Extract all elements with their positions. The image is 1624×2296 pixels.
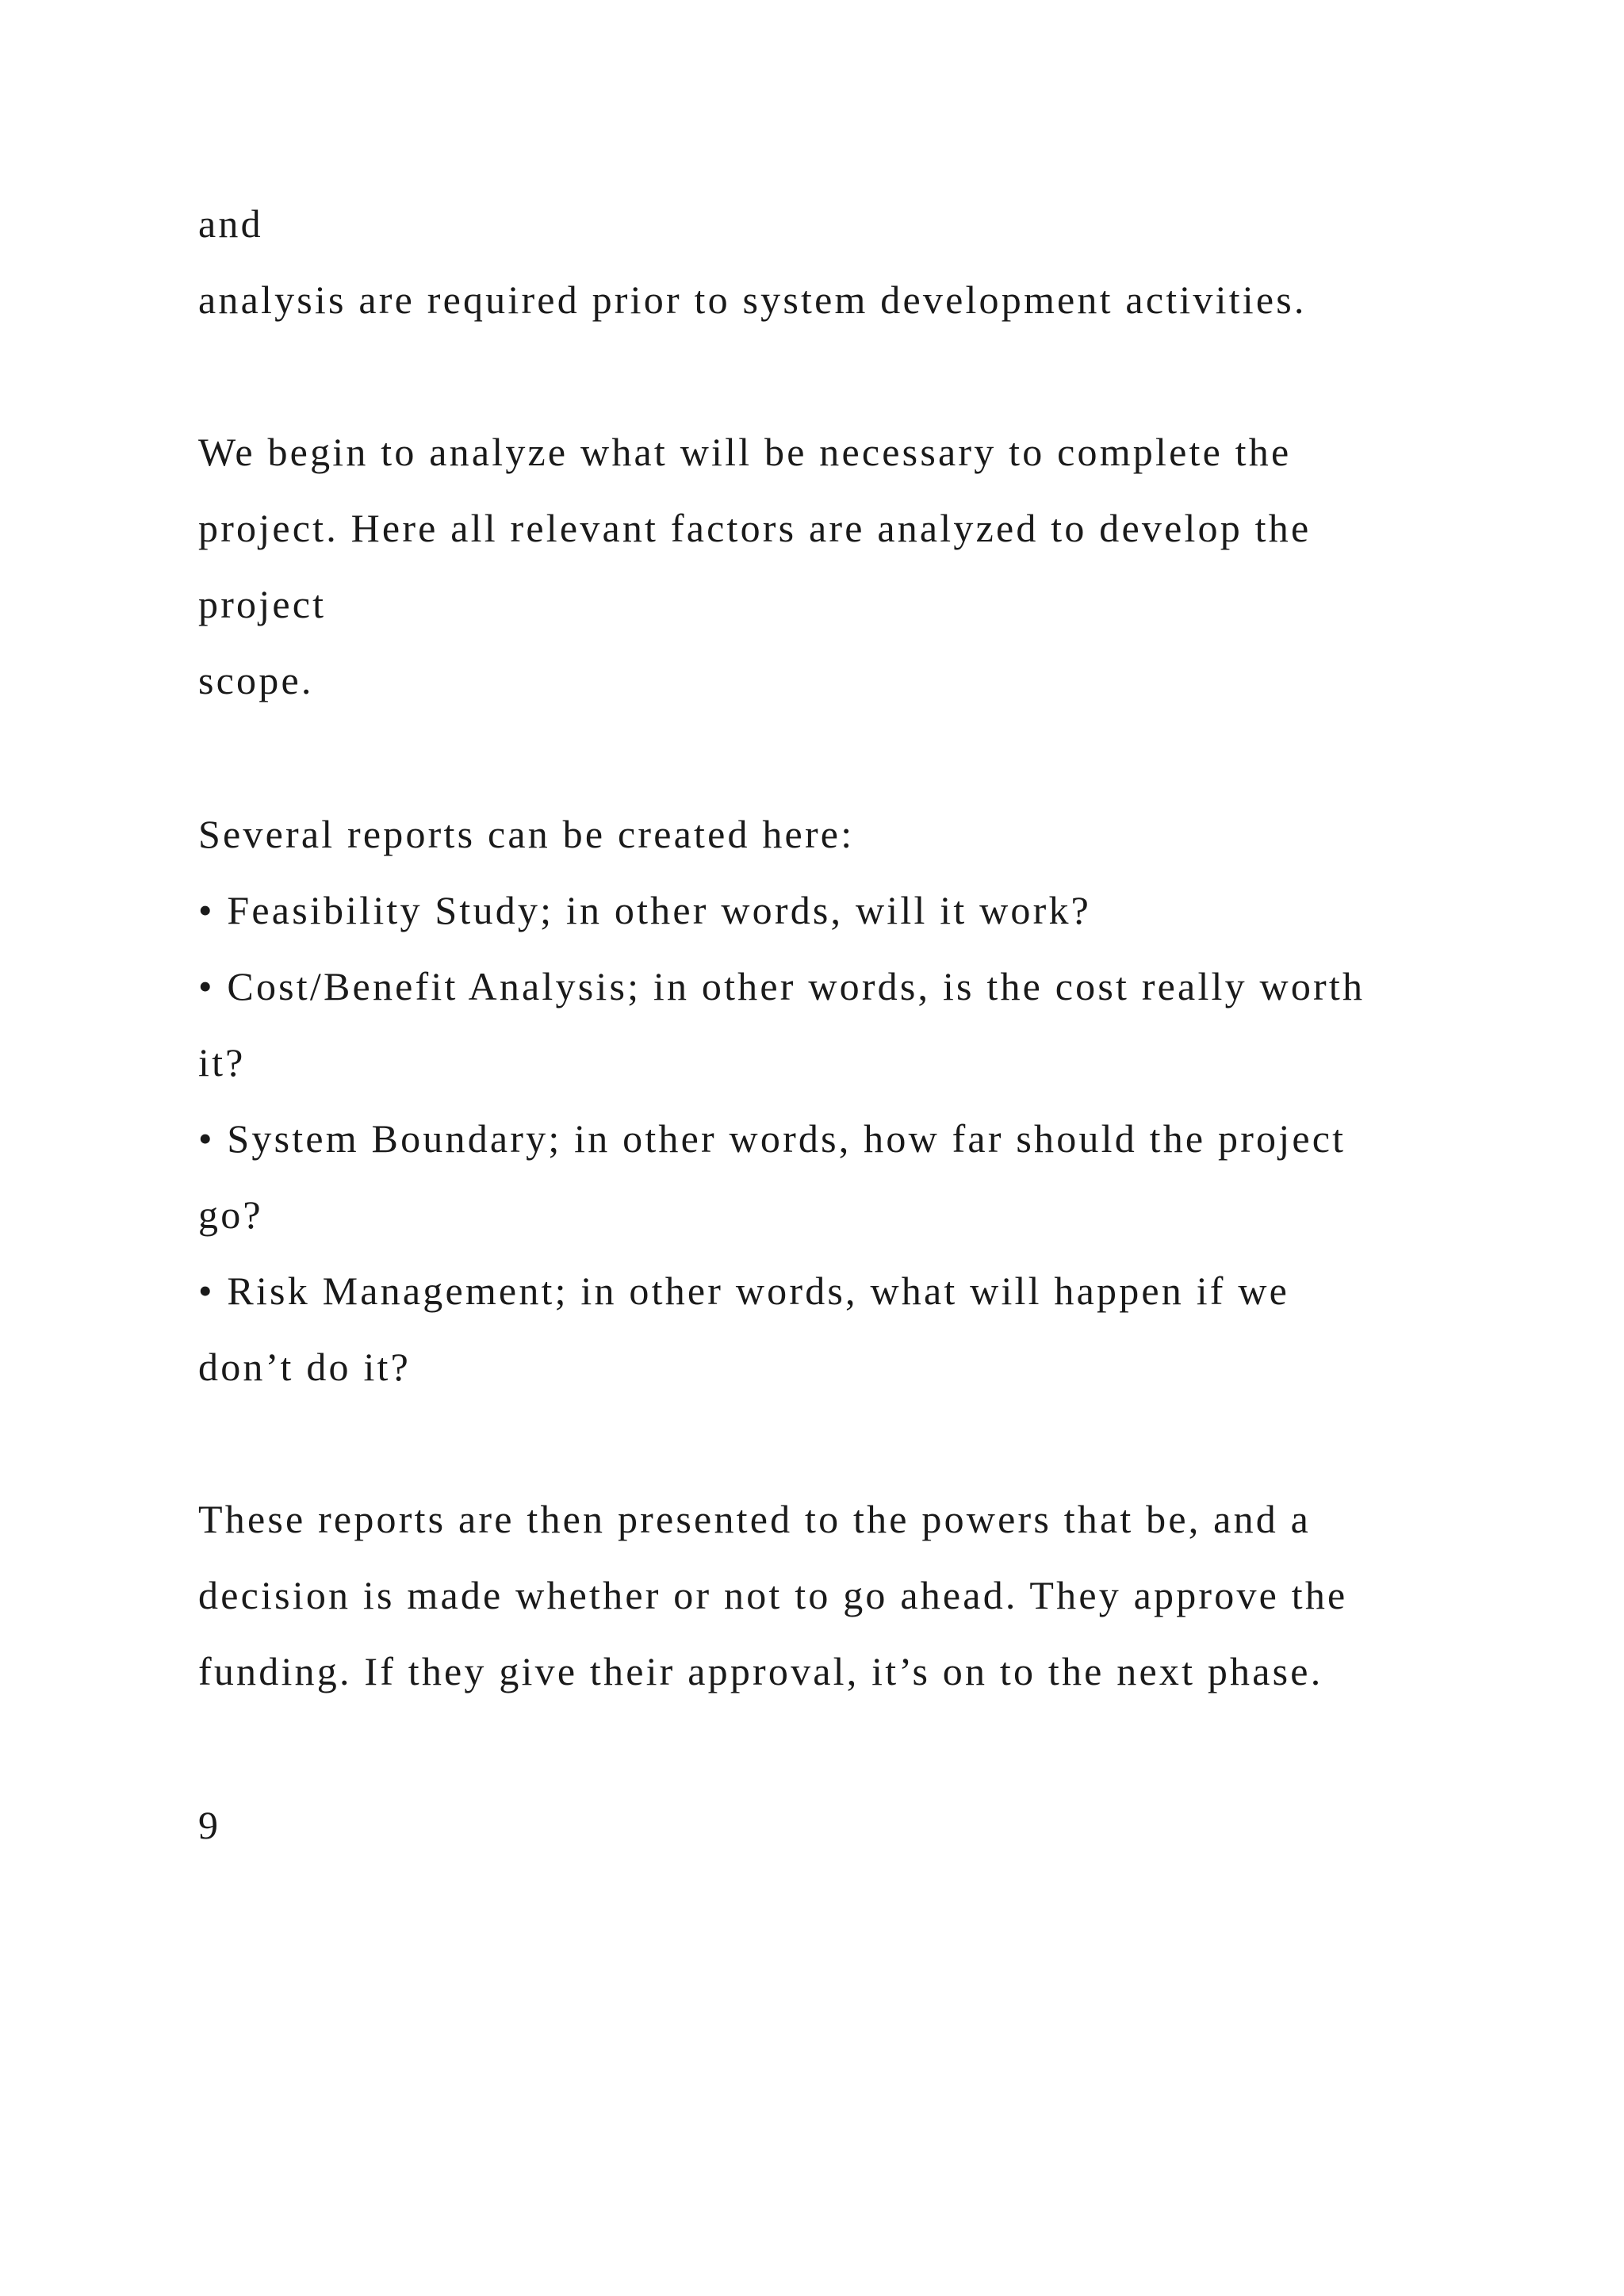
paragraph-2-line-3: project (198, 582, 327, 626)
paragraph-3-line-1: These reports are then presented to the powers that be, and a (198, 1497, 1312, 1541)
paragraph-2-line-1: We begin to analyze what will be necessary to complete the (198, 430, 1292, 474)
paragraph-3-line-3: funding. If they give their approval, it’s on to the next phase. (198, 1649, 1323, 1693)
list-item-system-boundary: • System Boundary; in other words, how far should the project (198, 1116, 1346, 1161)
list-item-risk-management: • Risk Management; in other words, what will happen if we (198, 1269, 1290, 1313)
page-number: 9 (198, 1803, 221, 1847)
paragraph-1-line-1: and (198, 201, 263, 246)
paragraph-1-line-2: analysis are required prior to system development activities. (198, 277, 1307, 322)
reports-intro: Several reports can be created here: (198, 812, 855, 856)
list-item-feasibility: • Feasibility Study; in other words, will it work? (198, 888, 1092, 932)
paragraph-3-line-2: decision is made whether or not to go ahead. They approve the (198, 1573, 1348, 1617)
list-item-cost-benefit-continued: it? (198, 1040, 246, 1085)
list-item-cost-benefit: • Cost/Benefit Analysis; in other words, is the cost really worth (198, 964, 1365, 1008)
list-item-risk-management-continued: don’t do it? (198, 1345, 412, 1389)
list-item-system-boundary-continued: go? (198, 1192, 263, 1237)
paragraph-2-line-2: project. Here all relevant factors are analyzed to develop the (198, 506, 1312, 550)
paragraph-2-line-4: scope. (198, 658, 314, 702)
